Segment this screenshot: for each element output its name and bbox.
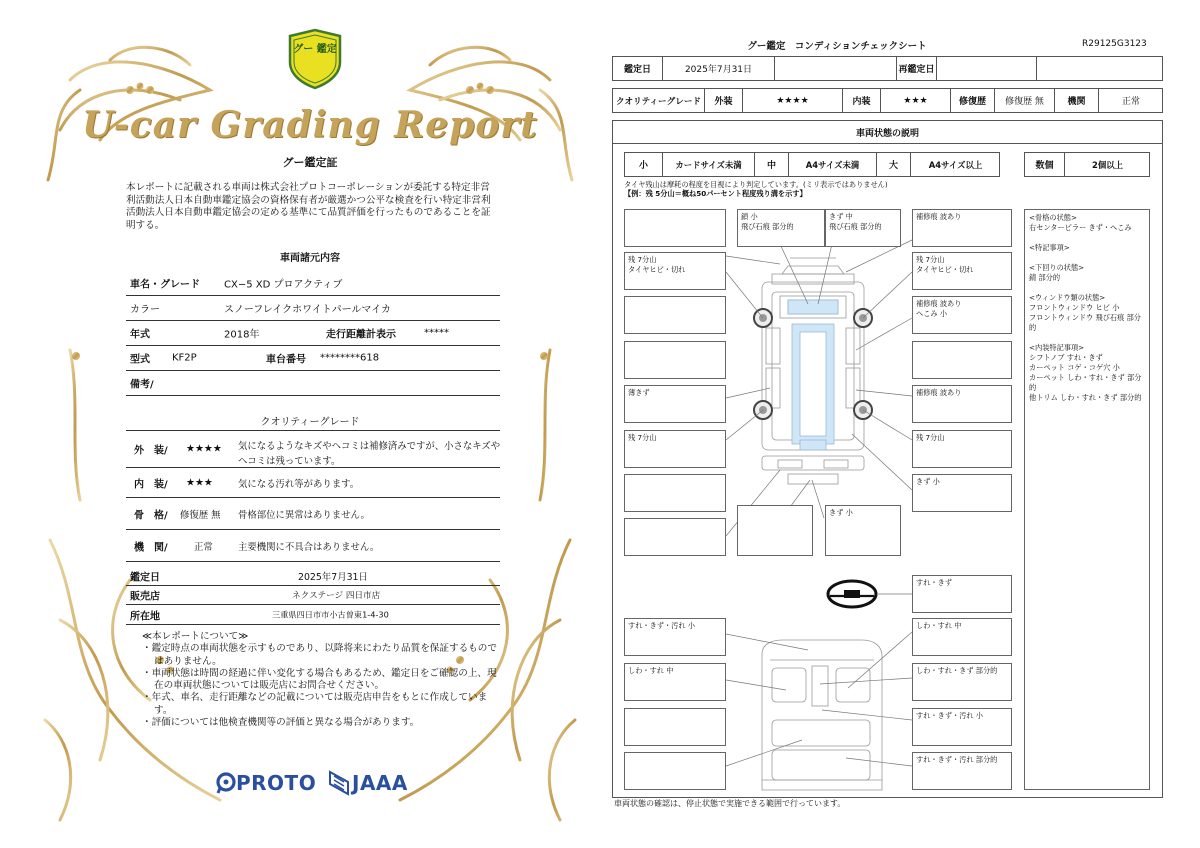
int-ann-left-2-text: しわ・すれ 中 — [628, 666, 674, 675]
color-value: スノーフレイクホワイトパールマイカ — [224, 304, 391, 316]
ann-right-2-line1: 残 7分山 — [916, 255, 945, 264]
exterior-text-1: 気になるようなキズやヘコミは補修済みですが、小さなキズや — [238, 441, 501, 453]
chassis-value: ********618 — [320, 352, 380, 364]
script-title: U-car Grading Report — [82, 104, 538, 146]
size-small-desc: カードサイズ未満 — [663, 153, 755, 176]
exterior-label: 外 装/ — [134, 445, 168, 457]
int-ann-right-1 — [912, 575, 1012, 613]
ann-right-5-text: 補修痕 波あり — [916, 388, 962, 397]
int-ann-right-4 — [912, 708, 1012, 746]
ann-right-1 — [912, 209, 1012, 247]
exterior-stars: ★★★★ — [743, 89, 843, 112]
ann-left-6 — [624, 430, 726, 468]
ann-right-6 — [912, 430, 1012, 468]
name-label: 車名・グレード — [130, 279, 200, 290]
interior-stars: ★★★ — [186, 477, 213, 488]
address-value: 三重県四日市市小古曽東1-4-30 — [272, 609, 389, 619]
notes-list — [1029, 213, 1145, 403]
size-mid-label: 中 — [755, 153, 789, 176]
note-3: ・年式、車名、走行距離などの記載については販売店申告をもとに作成しています。 — [142, 692, 488, 716]
year-label: 年式 — [130, 329, 150, 341]
model-value: KF2P — [172, 352, 197, 364]
interior-label: 内 装/ — [134, 479, 168, 490]
ann-left-3 — [624, 296, 726, 334]
year-value: 2018年 — [224, 329, 260, 341]
tire-note-1: タイヤ残山は摩耗の程度を目視により判定しています。(ミリ表示ではありません) — [624, 180, 888, 189]
ann-rear-right-text: きず 小 — [829, 508, 853, 517]
certificate-intro: 本レポートに記載される車両は株式会社プロトコーポレーションが委託する特定非営利活動法人日本自動車鑑定協会の資格保有者が厳選かつ公平な検査を行い特定非営利活動法人日本自動車鑑定協会の定める基準にて品質評価を行ったものであることを証明する。 — [126, 182, 491, 231]
frame-label: 骨 格/ — [134, 510, 168, 521]
ann-right-3 — [912, 296, 1012, 334]
ann-front-left — [737, 209, 825, 247]
frame-value: 修復歴 無 — [180, 509, 221, 521]
steering-wheel-icon — [828, 581, 876, 607]
ann-right-7 — [912, 474, 1012, 512]
chassis-label: 車台番号 — [266, 354, 306, 366]
quality-row — [612, 88, 1163, 113]
note-line: <内装特記事項> — [1029, 343, 1085, 352]
note-line: 錆 部分的 — [1029, 273, 1061, 282]
note-line: フロントウィンドウ ヒビ 小 — [1029, 303, 1120, 312]
int-ann-right-5 — [912, 752, 1012, 790]
int-ann-right-5-text: すれ・きず・汚れ 部分的 — [916, 755, 998, 764]
int-ann-left-3 — [624, 708, 726, 746]
interior-stars: ★★★ — [881, 89, 951, 112]
sheet-title: グー鑑定 コンディションチェックシート — [747, 41, 927, 52]
exterior-text-2: ヘコミは残っています。 — [238, 455, 341, 467]
count-label: 数個 — [1025, 153, 1065, 176]
note-line: <特記事項> — [1029, 243, 1070, 252]
tire-note-2: 【例：残 5分山＝概ね50パーセント程度残り溝を示す】 — [624, 189, 807, 198]
ann-left-7 — [624, 474, 726, 512]
ann-front-right-line2: 飛び石痕 部分的 — [829, 222, 882, 231]
engine-value: 正常 — [194, 541, 213, 553]
date-value: 2025年7月31日 — [298, 571, 368, 583]
ann-left-6-text: 残 7分山 — [628, 433, 657, 442]
jaaa-logo-text: JAAA — [352, 771, 408, 795]
int-ann-right-2 — [912, 618, 1012, 656]
ann-front-left-line2: 飛び石痕 部分的 — [741, 222, 794, 231]
badge-text: グー 鑑定 — [293, 44, 337, 55]
shop-value: ネクステージ 四日市店 — [292, 591, 381, 601]
note-line — [1029, 233, 1145, 243]
date-row — [612, 56, 1163, 81]
notes-box — [1024, 209, 1150, 790]
count-legend — [1024, 152, 1150, 177]
note-line: カーペット コゲ・コゲ穴 小 — [1029, 363, 1120, 372]
inspect-date-value: 2025年7月31日 — [663, 57, 775, 80]
note-line: <下回りの状態> — [1029, 263, 1085, 272]
ann-right-5 — [912, 385, 1012, 423]
state-heading: 車両状態の説明 — [855, 129, 919, 139]
int-ann-left-4 — [624, 752, 726, 790]
ann-left-2 — [624, 252, 726, 290]
grade-heading: クオリティーグレード — [260, 417, 360, 428]
ann-right-3-line2: へこみ 小 — [916, 309, 948, 318]
exterior-stars: ★★★★ — [186, 443, 222, 455]
ann-front-right-line1: きず 中 — [829, 212, 853, 221]
shop-label: 販売店 — [130, 591, 160, 603]
engine-label: 機 関/ — [134, 542, 168, 553]
remarks-label: 備考/ — [130, 379, 154, 391]
document-id: R29125G3123 — [1082, 39, 1147, 49]
model-label: 型式 — [130, 354, 150, 366]
interior-text: 気になる汚れ等があります。 — [238, 478, 360, 490]
date-blank-1 — [775, 57, 897, 80]
odometer-label: 走行距離計表示 — [326, 329, 396, 341]
note-line: カーペット しわ・すれ・きず 部分的 — [1029, 373, 1142, 392]
note-line: <骨格の状態> — [1029, 213, 1077, 222]
note-line: 右センターピラー きず・へこみ — [1029, 223, 1132, 232]
ann-left-5 — [624, 385, 726, 423]
ann-front-left-line1: 鎖 小 — [741, 212, 758, 221]
note-line — [1029, 333, 1145, 343]
state-heading-divider — [612, 143, 1163, 144]
sheet-footer: 車両状態の確認は、停止状態で実施できる範囲で行っています。 — [614, 799, 846, 808]
note-line: <ウィンドウ類の状態> — [1029, 293, 1106, 302]
size-mid-desc: A4サイズ未満 — [789, 153, 877, 176]
int-ann-right-4-text: すれ・きず・汚れ 小 — [916, 711, 983, 720]
frame-text: 骨格部位に異常はありません。 — [238, 509, 370, 521]
note-line: シフトノブ すれ・きず — [1029, 353, 1103, 362]
repair-value: 修復歴 無 — [995, 89, 1055, 112]
count-value: 2個以上 — [1092, 159, 1123, 170]
ann-right-4 — [912, 341, 1012, 379]
reinspect-value — [937, 57, 1037, 80]
size-legend — [624, 152, 1000, 177]
engine-value: 正常 — [1121, 97, 1140, 107]
size-large-desc: A4サイズ以上 — [928, 159, 983, 170]
ann-right-6-text: 残 7分山 — [916, 433, 945, 442]
int-ann-left-1-text: すれ・きず・汚れ 小 — [628, 621, 695, 630]
size-small-label: 小 — [625, 153, 663, 176]
name-value: CX−5 XD プロアクティブ — [224, 279, 343, 290]
notes-heading: ≪本レポートについて≫ — [142, 631, 249, 642]
engine-label: 機関 — [1055, 89, 1099, 112]
note-line — [1029, 283, 1145, 293]
ann-rear-right — [825, 505, 901, 556]
ann-right-2 — [912, 252, 1012, 290]
int-ann-left-1 — [624, 618, 726, 656]
inspect-date-label: 鑑定日 — [613, 57, 663, 80]
note-line: フロントウィンドウ 飛び石痕 部分的 — [1029, 313, 1141, 332]
int-ann-right-2-text: しわ・すれ 中 — [916, 621, 962, 630]
certificate-title: グー鑑定証 — [282, 156, 338, 169]
date-blank-2 — [1037, 57, 1163, 80]
odometer-value: ***** — [424, 327, 449, 339]
ann-left-8 — [624, 518, 726, 556]
address-label: 所在地 — [130, 611, 160, 622]
note-2: ・車両状態は時間の経過に伴い変化する場合もあるため、鑑定日をご確認の上、現在の車両状態については販売店にお問合せください。 — [142, 667, 497, 692]
engine-text: 主要機関に不具合はありません。 — [238, 541, 380, 553]
date-label: 鑑定日 — [130, 572, 160, 583]
ann-right-7-text: きず 小 — [916, 477, 940, 486]
proto-logo-text: PROTO — [236, 771, 317, 795]
ann-right-3-line1: 補修痕 波あり — [916, 299, 962, 308]
color-label: カラー — [130, 304, 160, 316]
ann-left-2-line1: 残 7分山 — [628, 255, 657, 264]
note-1: ・鑑定時点の車両状態を示すものであり、以降将来にわたり品質を保証するものではありません。 — [142, 643, 497, 667]
ann-front-right — [825, 209, 901, 247]
note-line: 他トリム しわ・すれ・きず 部分的 — [1029, 393, 1142, 402]
note-line — [1029, 253, 1145, 263]
quality-label: クオリティーグレード — [613, 89, 705, 112]
ann-right-2-line2: タイヤヒビ・切れ — [916, 265, 974, 274]
ann-right-1-text: 補修痕 波あり — [916, 212, 962, 221]
spec-heading: 車両諸元内容 — [280, 253, 340, 264]
interior-label: 内装 — [843, 89, 881, 112]
int-ann-right-1-text: すれ・きず — [916, 578, 952, 587]
ann-left-5-text: 薄きず — [628, 388, 650, 397]
ann-left-4 — [624, 341, 726, 379]
ann-left-1 — [624, 209, 726, 247]
int-ann-left-2 — [624, 663, 726, 701]
reinspect-label: 再鑑定日 — [897, 57, 937, 80]
note-4: ・評価については他検査機関等の評価と異なる場合があります。 — [142, 717, 420, 729]
repair-label: 修復歴 — [951, 89, 995, 112]
size-large-label: 大 — [877, 153, 911, 176]
int-ann-right-3-text: しわ・すれ・きず 部分的 — [916, 666, 998, 675]
ann-rear-left — [737, 505, 813, 556]
int-ann-right-3 — [912, 663, 1012, 701]
exterior-label: 外装 — [705, 89, 743, 112]
ann-left-2-line2: タイヤヒビ・切れ — [628, 265, 686, 274]
